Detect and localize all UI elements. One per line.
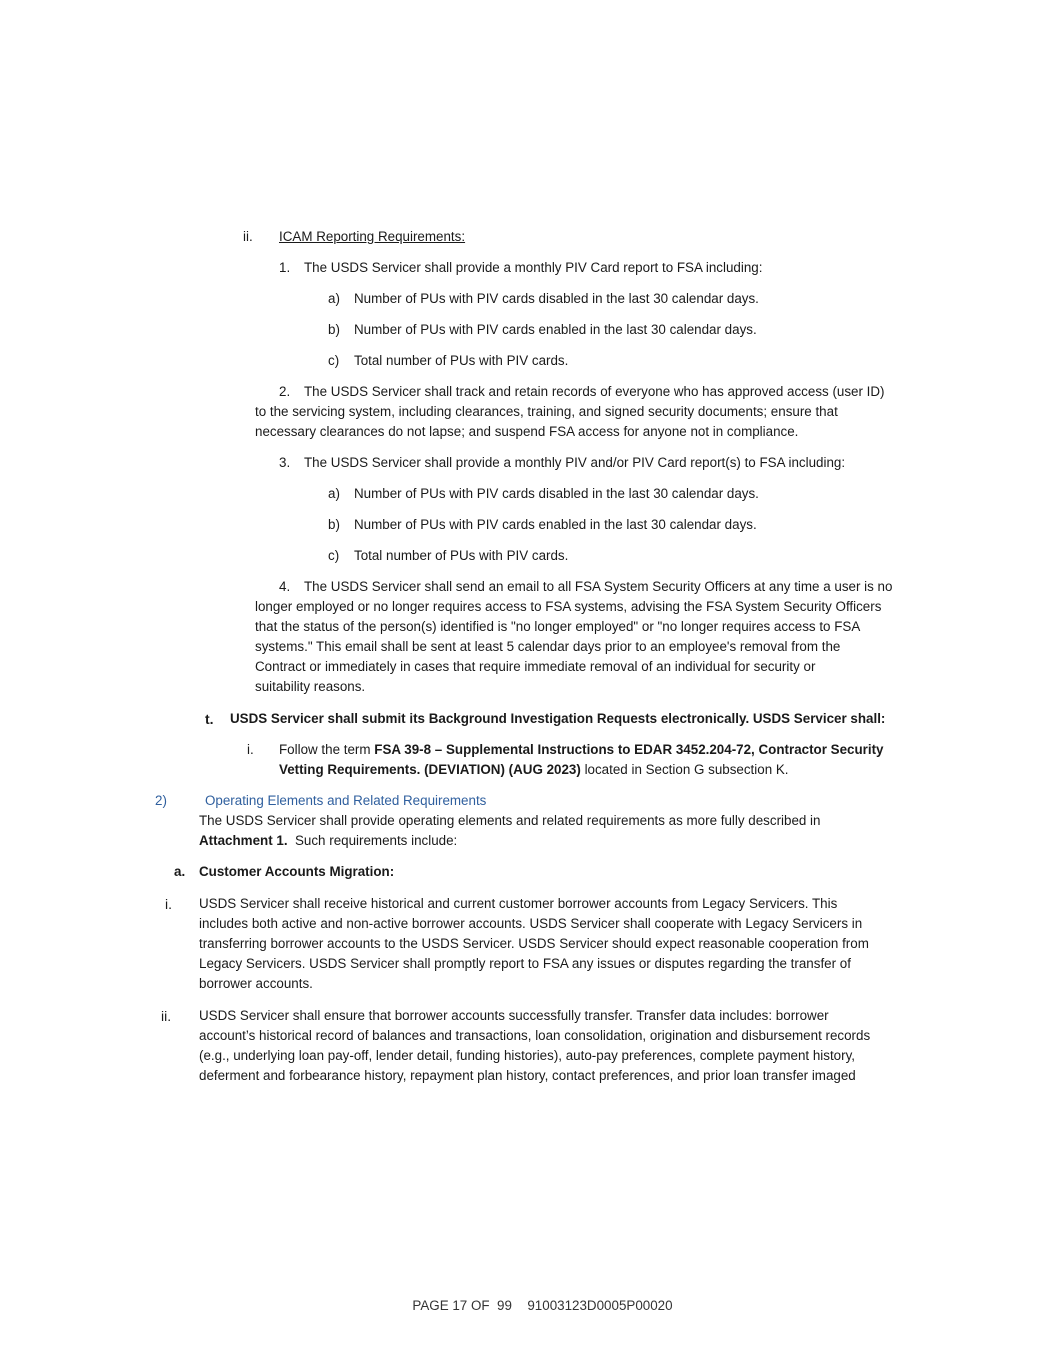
icam-item1-num: 1. bbox=[279, 260, 291, 275]
section2-intro-line1: The USDS Servicer shall provide operating elements and related requirements as more fully described in bbox=[199, 813, 821, 828]
subsection-a-title: Customer Accounts Migration: bbox=[199, 864, 395, 879]
page-footer bbox=[0, 1298, 1055, 1313]
icam-item4-num: 4. bbox=[279, 579, 291, 594]
icam-item4-line: Contract or immediately in cases that require immediate removal of an individual for security or bbox=[255, 659, 816, 674]
icam-item3-text: The USDS Servicer shall provide a monthly PIV and/or PIV Card report(s) to FSA including: bbox=[304, 455, 846, 470]
subsection-a-i-line: borrower accounts. bbox=[199, 976, 313, 991]
icam-item2-line: to the servicing system, including clearances, training, and signed security documents; ensure that bbox=[255, 404, 838, 419]
icam-item1-sub-marker: b) bbox=[328, 322, 340, 337]
icam-item1-sub-text: Number of PUs with PIV cards disabled in the last 30 calendar days. bbox=[354, 291, 759, 306]
section-t-item-pre: Follow the term bbox=[279, 742, 375, 757]
icam-item3-sub-marker: a) bbox=[328, 486, 340, 501]
subsection-a-ii-marker: ii. bbox=[161, 1008, 172, 1024]
icam-item2-line: The USDS Servicer shall track and retain records of everyone who has approved access (user ID) bbox=[304, 384, 885, 399]
subsection-a-ii-line: (e.g., underlying loan pay-off, lender detail, funding histories), auto-pay preferences, complete payment history, bbox=[199, 1048, 856, 1063]
icam-item3-sub-marker: b) bbox=[328, 517, 340, 532]
icam-item1-sub-marker: c) bbox=[328, 353, 340, 368]
section-t-marker: t. bbox=[205, 711, 214, 727]
icam-item3-num: 3. bbox=[279, 455, 291, 470]
icam-item4-line: longer employed or no longer requires access to FSA systems, advising the FSA System Security Officers bbox=[255, 599, 882, 614]
section-t-item-line2 bbox=[279, 760, 789, 780]
subsection-a-ii-line: USDS Servicer shall ensure that borrower accounts successfully transfer. Transfer data includes: borrower bbox=[199, 1008, 829, 1023]
subsection-a-i-line: USDS Servicer shall receive historical and current customer borrower accounts from Legacy Servicers. This bbox=[199, 896, 838, 911]
icam-item1-sub-text: Total number of PUs with PIV cards. bbox=[354, 353, 569, 368]
document-id: 91003123D0005P00020 bbox=[527, 1298, 673, 1313]
icam-item3-sub-text: Total number of PUs with PIV cards. bbox=[354, 548, 569, 563]
section2-intro-line2 bbox=[199, 831, 457, 851]
icam-item3-sub-text: Number of PUs with PIV cards disabled in the last 30 calendar days. bbox=[354, 486, 759, 501]
section2-title: Operating Elements and Related Requirements bbox=[205, 793, 487, 808]
icam-title: ICAM Reporting Requirements: bbox=[279, 229, 466, 244]
subsection-a-i-line: includes both active and non-active borrower accounts. USDS Servicer shall cooperate with Legacy Servicers in bbox=[199, 916, 863, 931]
section2-intro-rest: Such requirements include: bbox=[287, 833, 458, 848]
section2-num: 2) bbox=[155, 793, 167, 808]
icam-item4-line: that the status of the person(s) identified is "no longer employed" or "no longer requires access to FSA bbox=[255, 619, 861, 634]
icam-item3-sub-text: Number of PUs with PIV cards enabled in the last 30 calendar days. bbox=[354, 517, 757, 532]
icam-item1-text: The USDS Servicer shall provide a monthly PIV Card report to FSA including: bbox=[304, 260, 763, 275]
subsection-a-marker: a. bbox=[174, 864, 186, 879]
page-number: PAGE 17 OF 99 bbox=[412, 1298, 512, 1313]
icam-item1-sub-text: Number of PUs with PIV cards enabled in the last 30 calendar days. bbox=[354, 322, 757, 337]
section-t-item-marker: i. bbox=[247, 742, 254, 757]
icam-item2-num: 2. bbox=[279, 384, 291, 399]
section-t-item-bold1: FSA 39-8 – Supplemental Instructions to EDAR 3452.204-72, Contractor Security bbox=[374, 742, 884, 757]
icam-item1-sub-marker: a) bbox=[328, 291, 340, 306]
subsection-a-ii-line: deferment and forbearance history, repayment plan history, contact preferences, and prior loan transfer imaged bbox=[199, 1068, 856, 1083]
icam-item2-line: necessary clearances do not lapse; and suspend FSA access for anyone not in compliance. bbox=[255, 424, 799, 439]
subsection-a-i-line: Legacy Servicers. USDS Servicer shall promptly report to FSA any issues or disputes regarding the transfer of bbox=[199, 956, 851, 971]
icam-item4-line: The USDS Servicer shall send an email to all FSA System Security Officers at any time a user is no bbox=[304, 579, 893, 594]
icam-item4-line: systems." This email shall be sent at least 5 calendar days prior to an employee's removal from the bbox=[255, 639, 841, 654]
section-t-item-post: located in Section G subsection K. bbox=[580, 762, 789, 777]
icam-marker: ii. bbox=[243, 229, 253, 244]
attachment-ref: Attachment 1. bbox=[199, 833, 288, 848]
icam-item4-line: suitability reasons. bbox=[255, 679, 366, 694]
section-t-item-bold2: Vetting Requirements. (DEVIATION) (AUG 2023) bbox=[279, 762, 581, 777]
icam-item3-sub-marker: c) bbox=[328, 548, 340, 563]
section-t-text: USDS Servicer shall submit its Background Investigation Requests electronically. USDS Servicer shall: bbox=[230, 711, 886, 726]
subsection-a-i-line: transferring borrower accounts to the USDS Servicer. USDS Servicer should expect reasonable cooperation from bbox=[199, 936, 869, 951]
section-t-item-line1 bbox=[279, 740, 884, 760]
subsection-a-ii-line: account’s historical record of balances and transactions, loan consolidation, origination and disbursement records bbox=[199, 1028, 871, 1043]
subsection-a-i-marker: i. bbox=[165, 896, 172, 912]
